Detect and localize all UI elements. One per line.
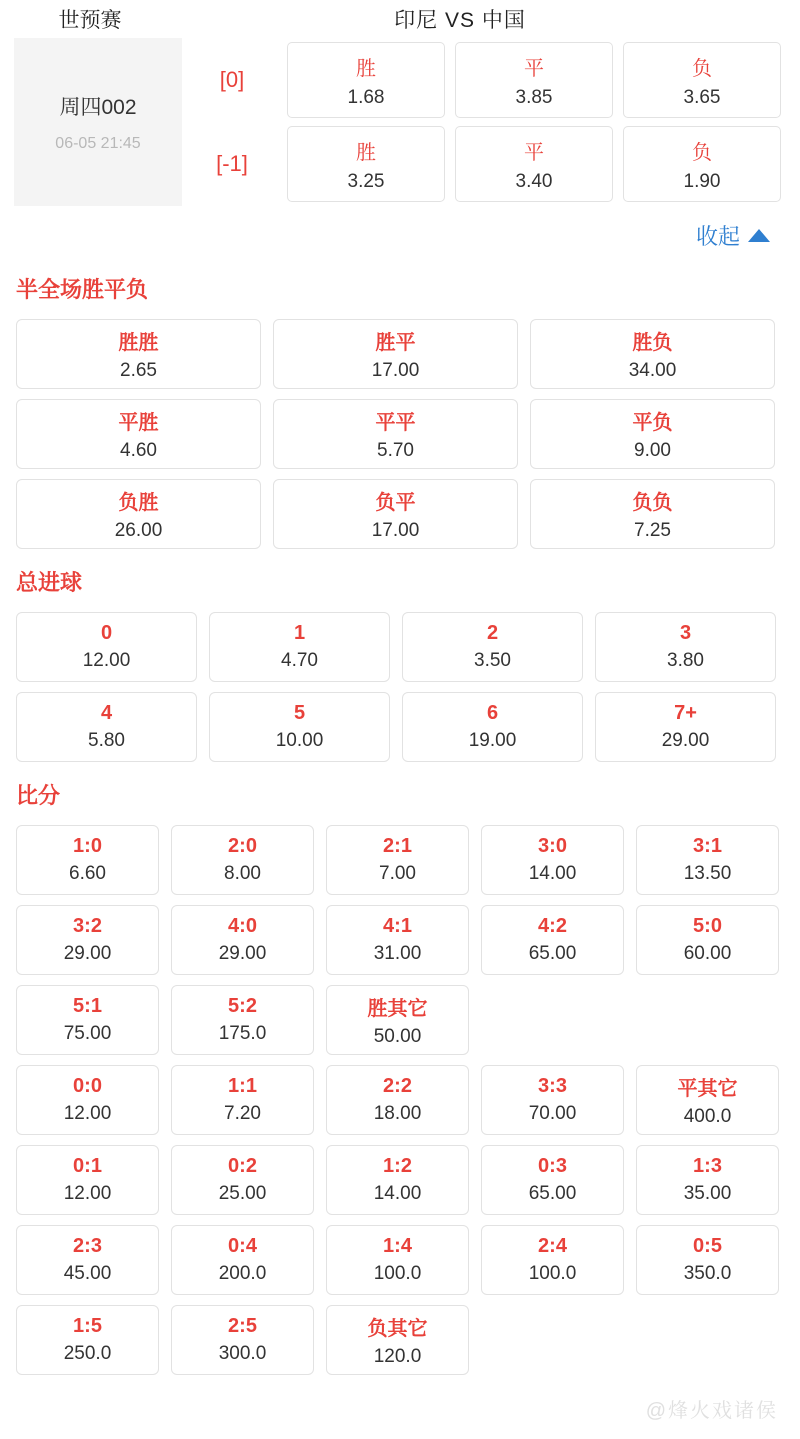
odds-cell[interactable] [209, 692, 390, 762]
odds-value: 17.00 [371, 360, 420, 381]
odds-name: 负 [692, 141, 712, 164]
odds-value: 7.00 [379, 863, 416, 884]
odds-name: 1:3 [693, 1155, 722, 1177]
odds-value: 75.00 [63, 1023, 112, 1044]
odds-value: 34.00 [628, 360, 677, 381]
odds-name: 负 [692, 57, 712, 80]
odds-name: 负其它 [367, 1318, 428, 1340]
odds-value: 29.00 [661, 730, 710, 751]
odds-value: 45.00 [63, 1263, 112, 1284]
odds-value: 65.00 [528, 943, 577, 964]
odds-cell[interactable] [481, 1225, 624, 1295]
handicap-cells [282, 38, 786, 122]
odds-value: 60.00 [683, 943, 732, 964]
odds-cell[interactable] [402, 692, 583, 762]
odds-cell[interactable] [623, 42, 781, 118]
handicap-label: [0] [219, 67, 245, 92]
handicap-row [182, 122, 786, 206]
odds-cell[interactable] [326, 985, 469, 1055]
odds-value: 9.00 [634, 440, 671, 461]
section-half-full-time [0, 261, 800, 554]
odds-cell[interactable] [636, 1225, 779, 1295]
odds-cell[interactable] [402, 612, 583, 682]
odds-value: 7.20 [224, 1103, 261, 1124]
odds-value: 3.65 [683, 86, 721, 108]
handicap-rows [182, 38, 786, 206]
odds-name: 0:2 [228, 1155, 257, 1177]
odds-name: 5:1 [73, 995, 102, 1017]
odds-name: 2:2 [383, 1075, 412, 1097]
handicap-cells [282, 122, 786, 206]
odds-cell[interactable] [623, 126, 781, 202]
odds-name: 1:0 [73, 835, 102, 857]
odds-name: 4:1 [383, 915, 412, 937]
odds-value: 5.80 [88, 730, 125, 751]
odds-value: 250.0 [63, 1343, 112, 1364]
odds-value: 1.68 [347, 86, 385, 108]
odds-cell[interactable] [171, 1145, 314, 1215]
odds-value: 12.00 [63, 1103, 112, 1124]
odds-cell[interactable] [16, 692, 197, 762]
odds-name: 5:2 [228, 995, 257, 1017]
odds-value: 100.0 [373, 1263, 422, 1284]
odds-name: 负负 [632, 492, 673, 514]
odds-name: 2:4 [538, 1235, 567, 1257]
odds-cell[interactable] [171, 985, 314, 1055]
odds-cell[interactable] [16, 825, 159, 895]
odds-cell[interactable] [171, 1065, 314, 1135]
odds-name: 4:0 [228, 915, 257, 937]
odds-name: 平 [524, 57, 544, 80]
odds-cell[interactable] [481, 1065, 624, 1135]
odds-value: 300.0 [218, 1343, 267, 1364]
odds-value: 65.00 [528, 1183, 577, 1204]
odds-grid [0, 820, 800, 1380]
odds-value: 3.25 [347, 170, 385, 192]
top-odds-block [0, 38, 800, 206]
odds-name: 平平 [375, 412, 416, 434]
odds-cell[interactable] [530, 479, 775, 549]
odds-name: 0 [100, 622, 113, 644]
odds-value: 120.0 [373, 1346, 422, 1367]
odds-value: 29.00 [218, 943, 267, 964]
odds-cell[interactable] [171, 825, 314, 895]
odds-cell[interactable] [326, 1305, 469, 1375]
odds-name: 负平 [375, 492, 416, 514]
odds-cell[interactable] [16, 1225, 159, 1295]
odds-name: 负胜 [118, 492, 159, 514]
odds-name: 6 [486, 702, 499, 724]
odds-value: 70.00 [528, 1103, 577, 1124]
odds-name: 胜胜 [118, 332, 159, 354]
section-correct-score [0, 767, 800, 1380]
odds-value: 18.00 [373, 1103, 422, 1124]
odds-name: 1 [293, 622, 306, 644]
collapse-label: 收起 [695, 224, 740, 249]
odds-cell[interactable] [636, 1145, 779, 1215]
odds-value: 35.00 [683, 1183, 732, 1204]
odds-value: 3.80 [667, 650, 704, 671]
odds-value: 10.00 [275, 730, 324, 751]
odds-cell[interactable] [273, 399, 518, 469]
odds-value: 17.00 [371, 520, 420, 541]
odds-value: 8.00 [224, 863, 261, 884]
odds-value: 200.0 [218, 1263, 267, 1284]
odds-value: 25.00 [218, 1183, 267, 1204]
odds-cell[interactable] [326, 905, 469, 975]
odds-cell[interactable] [595, 612, 776, 682]
odds-cell[interactable] [326, 1065, 469, 1135]
odds-value: 1.90 [683, 170, 721, 192]
odds-cell[interactable] [171, 1305, 314, 1375]
odds-value: 350.0 [683, 1263, 732, 1284]
odds-cell[interactable] [326, 1145, 469, 1215]
odds-cell[interactable] [209, 612, 390, 682]
league-name: 世预赛 [58, 9, 122, 32]
odds-value: 2.65 [120, 360, 157, 381]
odds-cell[interactable] [16, 399, 261, 469]
odds-cell[interactable] [16, 1065, 159, 1135]
watermark-text: @烽火戏诸侯 [645, 1400, 778, 1422]
odds-value: 3.50 [474, 650, 511, 671]
odds-value: 400.0 [683, 1106, 732, 1127]
odds-name: 平负 [632, 412, 673, 434]
odds-cell[interactable] [455, 42, 613, 118]
odds-name: 1:2 [383, 1155, 412, 1177]
match-number: 周四002 [59, 96, 137, 119]
odds-cell[interactable] [171, 1225, 314, 1295]
odds-value: 175.0 [218, 1023, 267, 1044]
odds-cell[interactable] [636, 905, 779, 975]
odds-name: 0:5 [693, 1235, 722, 1257]
odds-name: 2:5 [228, 1315, 257, 1337]
page-header [0, 0, 800, 38]
odds-grid [0, 607, 800, 767]
match-teams: 印尼 VS 中国 [394, 9, 526, 32]
odds-value: 7.25 [634, 520, 671, 541]
odds-name: 0:4 [228, 1235, 257, 1257]
handicap-label: [-1] [216, 151, 248, 176]
odds-value: 14.00 [528, 863, 577, 884]
odds-cell[interactable] [16, 1305, 159, 1375]
odds-value: 4.60 [120, 440, 157, 461]
odds-name: 5 [293, 702, 306, 724]
odds-name: 5:0 [693, 915, 722, 937]
odds-name: 3:2 [73, 915, 102, 937]
odds-cell[interactable] [16, 905, 159, 975]
odds-cell[interactable] [636, 825, 779, 895]
odds-name: 2:1 [383, 835, 412, 857]
match-info[interactable] [14, 38, 182, 206]
odds-cell[interactable] [455, 126, 613, 202]
odds-name: 1:1 [228, 1075, 257, 1097]
odds-value: 26.00 [114, 520, 163, 541]
odds-cell[interactable] [530, 399, 775, 469]
odds-cell[interactable] [273, 479, 518, 549]
section-total-goals [0, 554, 800, 767]
odds-name: 胜 [356, 141, 376, 164]
collapse-toggle[interactable] [0, 206, 800, 261]
odds-cell[interactable] [16, 1145, 159, 1215]
odds-name: 胜负 [632, 332, 673, 354]
odds-name: 平胜 [118, 412, 159, 434]
odds-cell[interactable] [16, 985, 159, 1055]
odds-cell[interactable] [287, 126, 445, 202]
odds-value: 19.00 [468, 730, 517, 751]
handicap-row [182, 38, 786, 122]
odds-value: 3.85 [515, 86, 553, 108]
odds-name: 0:3 [538, 1155, 567, 1177]
match-time: 06-05 21:45 [55, 135, 141, 152]
odds-value: 31.00 [373, 943, 422, 964]
triangle-up-icon [748, 229, 770, 242]
odds-grid [0, 314, 800, 554]
odds-name: 2 [486, 622, 499, 644]
odds-value: 13.50 [683, 863, 732, 884]
odds-name: 4 [100, 702, 113, 724]
odds-name: 平其它 [677, 1078, 738, 1100]
odds-value: 6.60 [69, 863, 106, 884]
odds-name: 胜平 [375, 332, 416, 354]
odds-name: 2:0 [228, 835, 257, 857]
odds-value: 12.00 [82, 650, 131, 671]
odds-cell[interactable] [326, 1225, 469, 1295]
odds-name: 0:1 [73, 1155, 102, 1177]
odds-name: 4:2 [538, 915, 567, 937]
odds-cell[interactable] [16, 319, 261, 389]
odds-name: 0:0 [73, 1075, 102, 1097]
odds-name: 平 [524, 141, 544, 164]
odds-name: 1:4 [383, 1235, 412, 1257]
odds-cell[interactable] [287, 42, 445, 118]
odds-value: 14.00 [373, 1183, 422, 1204]
odds-name: 3:1 [693, 835, 722, 857]
odds-value: 5.70 [377, 440, 414, 461]
odds-cell[interactable] [16, 479, 261, 549]
odds-name: 2:3 [73, 1235, 102, 1257]
odds-value: 3.40 [515, 170, 553, 192]
odds-name: 1:5 [73, 1315, 102, 1337]
odds-name: 3:0 [538, 835, 567, 857]
odds-value: 29.00 [63, 943, 112, 964]
odds-name: 3:3 [538, 1075, 567, 1097]
odds-name: 3 [679, 622, 692, 644]
odds-value: 4.70 [281, 650, 318, 671]
odds-cell[interactable] [481, 1145, 624, 1215]
odds-name: 7+ [674, 702, 697, 724]
odds-cell[interactable] [273, 319, 518, 389]
odds-cell[interactable] [171, 905, 314, 975]
odds-value: 100.0 [528, 1263, 577, 1284]
odds-cell[interactable] [326, 825, 469, 895]
odds-cell[interactable] [481, 905, 624, 975]
odds-value: 12.00 [63, 1183, 112, 1204]
section-title: 比分 [16, 783, 61, 808]
section-title: 半全场胜平负 [16, 277, 149, 302]
odds-name: 胜其它 [367, 998, 428, 1020]
section-title: 总进球 [16, 570, 83, 595]
odds-cell[interactable] [595, 692, 776, 762]
odds-value: 50.00 [373, 1026, 422, 1047]
odds-cell[interactable] [636, 1065, 779, 1135]
odds-name: 胜 [356, 57, 376, 80]
odds-cell[interactable] [481, 825, 624, 895]
odds-cell[interactable] [530, 319, 775, 389]
odds-cell[interactable] [16, 612, 197, 682]
watermark [646, 1394, 778, 1423]
